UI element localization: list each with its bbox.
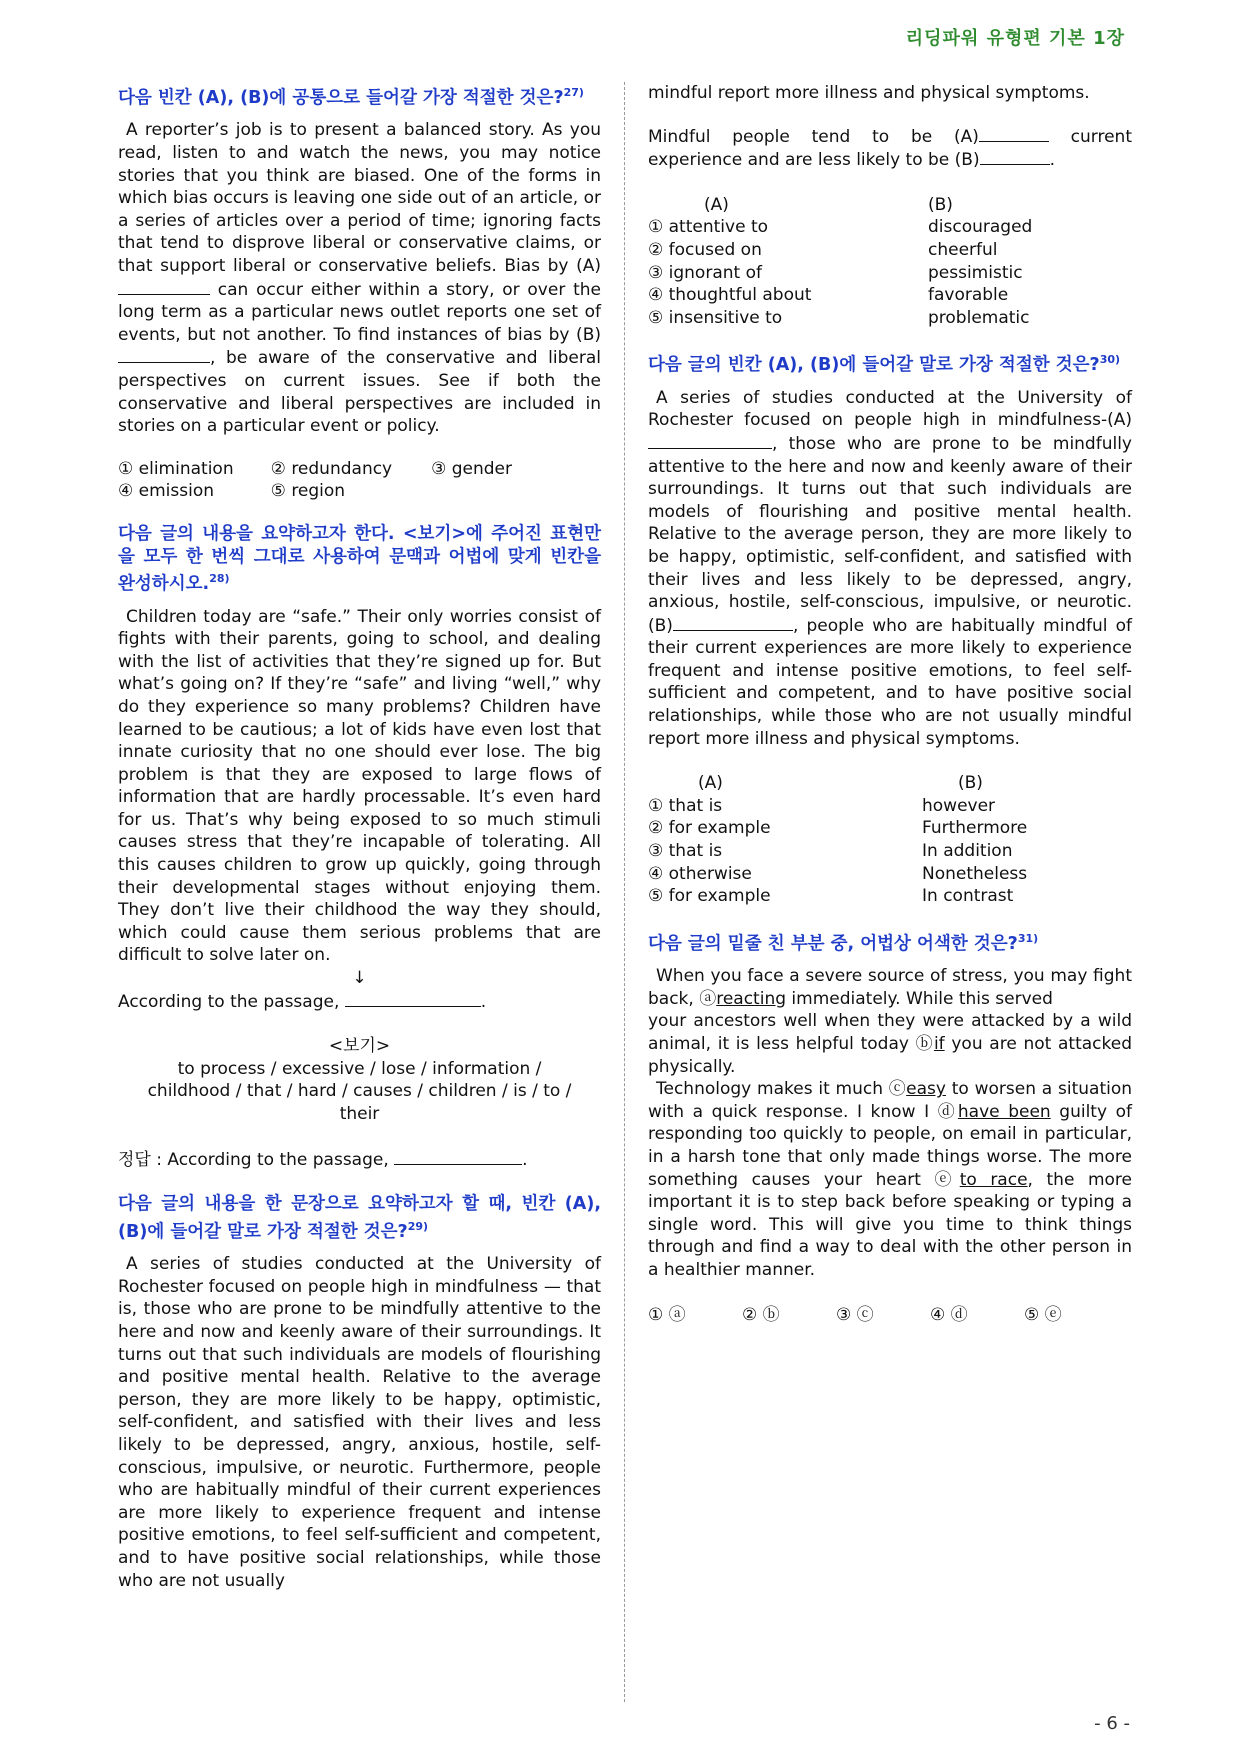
passage-31-t6: to worsen a situation with a quick response. I know I xyxy=(648,1079,1133,1122)
box-title: <보기> xyxy=(328,1036,391,1057)
header-b: (B) xyxy=(958,773,983,794)
blank-b xyxy=(118,346,210,363)
passage-31-t3: your ancestors well when they were attacked by a wild animal, it is less helpful today xyxy=(648,1011,1132,1055)
left-column xyxy=(118,82,601,1592)
underline-e: to race xyxy=(959,1169,1028,1190)
option-29-3-b: pessimistic xyxy=(928,262,1023,283)
passage-31-t5: Technology makes it much xyxy=(656,1079,889,1100)
option-27-3[interactable]: ③ gender xyxy=(431,458,513,479)
passage-29: A series of studies conducted at the University of Rochester focused on people high in mindfulness — that is, those who are prone to be mindfully attentive to the here and now and keenly aware of their surroundings. It turns out that such individuals are models of flourishing and positive mental health. Relative to the average person, they are more likely to be happy, optimistic, self-confident, and satisfied with their lives and less likely to be depressed, angry, anxious, hostile, self- conscious, impulsive, or neurotic. Furthermore, people who are habitually mindful of their current experiences are more likely to experience frequent and intense positive emotions, to feel self-sufficient and competent, and to have positive social relationships, while those who are not usually xyxy=(118,1254,601,1591)
blank-a xyxy=(648,432,772,449)
passage-31b xyxy=(648,1010,1132,1078)
option-31-4[interactable]: ④ ⓓ xyxy=(930,1304,968,1325)
option-29-2[interactable]: ② focused on xyxy=(648,239,762,260)
question-31-text: 다음 글의 밑줄 친 부분 중, 어법상 어색한 것은? xyxy=(648,933,1018,954)
question-28 xyxy=(118,523,601,596)
marker-e: ⓔ xyxy=(934,1169,960,1190)
passage-30-part2: , those who are prone to be mindfully attentive to the here and now and keenly aware of their surroundings. It turns out that such individuals are models of flourishing and positive mental health. Relative to the average person, they are more likely to be happy, optimistic, self-confident, and satisfied with their lives and less likely to be depressed, angry, anxious, hostile, self-conscious, impulsive, or neurotic. (B) xyxy=(648,433,1132,636)
question-30-number: 30) xyxy=(1099,353,1121,367)
option-29-3[interactable]: ③ ignorant of xyxy=(648,262,762,283)
passage-31c xyxy=(648,1078,1132,1281)
option-30-1-b: however xyxy=(922,795,996,816)
underline-a: reacting xyxy=(716,988,787,1009)
passage-27 xyxy=(118,119,601,437)
option-30-2-b: Furthermore xyxy=(922,818,1028,839)
option-30-1[interactable]: ① that is xyxy=(648,795,723,816)
option-31-5[interactable]: ⑤ ⓔ xyxy=(1024,1304,1062,1325)
passage-31 xyxy=(648,965,1132,1010)
summary-28-text: According to the passage, xyxy=(118,991,340,1012)
answer-label: 정답 : According to the passage, xyxy=(118,1149,389,1170)
page-header: 리딩파워 유형편 기본 1장 xyxy=(905,28,1125,49)
option-30-5-b: In contrast xyxy=(922,886,1014,907)
option-29-1[interactable]: ① attentive to xyxy=(648,217,769,238)
summary-29-blank-a xyxy=(979,125,1049,142)
option-29-4-b: favorable xyxy=(928,285,1009,306)
options-27 xyxy=(118,458,538,503)
passage-31-t1: When you face a severe source of stress, you may fight back, xyxy=(648,966,1132,1009)
down-arrow: ↓ xyxy=(352,968,367,989)
passage-31-t8: , the more important it is to step back before speaking or typing a single word. This will give you time to think things through and find a way to deal with the other person in a healthier manner. xyxy=(648,1169,1132,1280)
summary-29 xyxy=(648,125,1132,172)
options-30 xyxy=(648,772,1048,908)
options-31 xyxy=(648,1304,1118,1327)
blank-b xyxy=(673,614,793,631)
passage-30 xyxy=(648,387,1132,751)
option-29-1-b: discouraged xyxy=(928,217,1033,238)
passage-28: Children today are “safe.” Their only worries consist of fights with their parents, going to school, and dealing with the list of activities that they’re signed up for. But what’s going on? If they’re “safe” and living “well,” why do they experience so many problems? Children have learned to be cautious; a lot of kids have even lost that innate curiosity that no one should ever lose. The big problem is that they are exposed to large flows of information that are hardly processable. It’s even hard for us. That’s why being exposed to so much stimuli causes stress that they’re incapable of tolerating. All this causes children to grow up quickly, going through their developmental stages without enjoying them. They don’t live their childhood the way they should, which could cause them serious problems that are difficult to solve later on. xyxy=(118,606,601,966)
option-27-5[interactable]: ⑤ region xyxy=(270,481,346,502)
option-27-4[interactable]: ④ emission xyxy=(118,481,214,502)
passage-31-t7: guilty of responding too quickly to people, on email in particular, in a harsh tone that only made things worse. The more something causes your heart xyxy=(648,1101,1132,1190)
passage-27-part1: A reporter’s job is to present a balanced story. As you read, listen to and watch the news, you may notice stories that you think are biased. One of the forms in which bias occurs is leaving one side out of an article, or a series of articles over a period of time; ignoring facts that tend to disprove liberal or conservative claims, or that support liberal or conservative beliefs. Bias by (A) xyxy=(118,120,601,276)
summary-blank[interactable] xyxy=(345,990,481,1007)
page-number: - 6 - xyxy=(1094,1713,1130,1734)
header-a: (A) xyxy=(698,773,723,794)
header-b: (B) xyxy=(928,194,953,215)
option-27-1[interactable]: ① elimination xyxy=(118,458,234,479)
question-29-number: 29) xyxy=(407,1219,429,1233)
summary-29-part-a: Mindful people tend to be (A) xyxy=(648,126,979,147)
right-column xyxy=(648,82,1132,1326)
passage-30-part3: , people who are habitually mindful of their current experiences are more likely to experience frequent and intense positive emotions, to feel self-sufficient and competent, and to have positive social relationships, while those who are not usually mindful report more illness and physical symptoms. xyxy=(648,615,1132,749)
option-30-5[interactable]: ⑤ for example xyxy=(648,886,771,907)
option-30-4[interactable]: ④ otherwise xyxy=(648,863,752,884)
summary-28: According to the passage, . xyxy=(118,991,487,1012)
passage-30-part1: A series of studies conducted at the University of Rochester focused on people high in mindfulness-(A) xyxy=(648,387,1132,431)
question-27-text: 다음 빈칸 (A), (B)에 공통으로 들어갈 가장 적절한 것은? xyxy=(118,87,564,108)
passage-29-continued: mindful report more illness and physical symptoms. xyxy=(648,83,1090,103)
question-27 xyxy=(118,82,601,109)
summary-29-end: . xyxy=(1049,150,1055,171)
question-27-number: 27) xyxy=(563,86,584,99)
question-30-text: 다음 글의 빈칸 (A), (B)에 들어갈 말로 가장 적절한 것은? xyxy=(648,355,1100,376)
option-31-2[interactable]: ② ⓑ xyxy=(742,1304,780,1325)
option-29-5[interactable]: ⑤ insensitive to xyxy=(648,307,783,328)
underline-d: have been xyxy=(957,1101,1051,1122)
column-divider xyxy=(624,82,625,1702)
question-28-number: 28) xyxy=(209,572,230,586)
box-words: to process / excessive / lose / information / childhood / that / hard / causes / children / is / to / their xyxy=(147,1058,572,1124)
option-31-1[interactable]: ① ⓐ xyxy=(648,1304,686,1325)
question-31 xyxy=(648,928,1132,955)
summary-29-part-b: current experience and are less likely to be (B) xyxy=(648,126,1133,171)
question-30 xyxy=(648,349,1132,376)
option-30-2[interactable]: ② for example xyxy=(648,818,771,839)
passage-27-part2: can occur either within a story, or over the long term as a particular news outlet reports one set of events, but not another. To find instances of bias by (B) xyxy=(118,279,601,345)
answer-blank[interactable] xyxy=(394,1148,522,1165)
option-29-5-b: problematic xyxy=(928,307,1030,328)
passage-31-t2: immediately. While this served xyxy=(786,988,1053,1009)
option-30-4-b: Nonetheless xyxy=(922,863,1028,884)
question-29 xyxy=(118,1193,601,1243)
option-31-3[interactable]: ③ ⓒ xyxy=(836,1304,874,1325)
passage-27-part3: , be aware of the conservative and liberal perspectives on current issues. See if both the conservative and liberal perspectives are included in stories on a particular event or policy. xyxy=(118,348,601,437)
question-29-text: 다음 글의 내용을 한 문장으로 요약하고자 할 때, 빈칸 (A), (B)에 들어갈 말로 가장 적절한 것은? xyxy=(118,1194,601,1242)
marker-a: ⓐ xyxy=(699,988,717,1009)
option-27-2[interactable]: ② redundancy xyxy=(270,458,393,479)
underline-b: if xyxy=(933,1034,945,1055)
option-30-3[interactable]: ③ that is xyxy=(648,841,723,862)
option-29-2-b: cheerful xyxy=(928,239,998,260)
marker-c: ⓒ xyxy=(888,1079,907,1100)
summary-29-blank-b xyxy=(980,148,1050,165)
options-29 xyxy=(648,194,1048,330)
question-31-number: 31) xyxy=(1017,931,1039,945)
passage-31-t4: you are not attacked physically. xyxy=(648,1034,1133,1077)
marker-d: ⓓ xyxy=(937,1101,958,1122)
underline-c: easy xyxy=(906,1079,946,1100)
question-28-text: 다음 글의 내용을 요약하고자 한다. <보기>에 주어진 표현만을 모두 한 번씩 그대로 사용하여 문맥과 어법에 맞게 빈칸을 완성하시오. xyxy=(118,523,601,594)
blank-a xyxy=(118,278,210,295)
option-30-3-b: In addition xyxy=(922,841,1013,862)
marker-b: ⓑ xyxy=(915,1034,934,1055)
option-29-4[interactable]: ④ thoughtful about xyxy=(648,285,812,306)
header-a: (A) xyxy=(704,194,729,215)
answer-28: 정답 : According to the passage, . xyxy=(118,1149,528,1170)
